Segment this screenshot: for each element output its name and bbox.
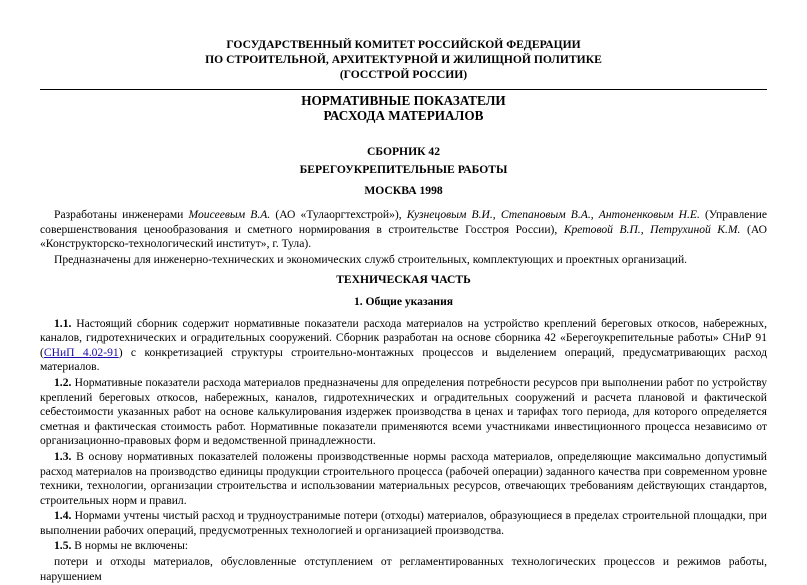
city-year: МОСКВА 1998 (364, 184, 443, 197)
issuer-line-2: ПО СТРОИТЕЛЬНОЙ, АРХИТЕКТУРНОЙ И ЖИЛИЩНОЙ ПОЛИТИКЕ (205, 53, 602, 66)
clause-number: 1.5. (54, 539, 72, 553)
title-line-1: НОРМАТИВНЫЕ ПОКАЗАТЕЛИ (301, 93, 506, 108)
clause-1-5: 1.5. В нормы не включены: (54, 539, 189, 553)
clause-1-1: 1.1. Настоящий сборник содержит нормативные показатели расхода материалов на устройство креплений береговых откосов, набережных, каналов, гидротехнических и оградительных сооружений. Сборник разработан на основе сборника 42 «Берегоукрепительные работы» СНиР 91 (СНиП 4.02-91) с конкретизацией структуры строительно-монтажных процессов и выделением операций, предусматривающих расход материалов. (40, 316, 768, 374)
issuer-line-3: (ГОССТРОЙ РОССИИ) (339, 68, 468, 81)
collection-number: СБОРНИК 42 (367, 145, 440, 158)
subsection-title: 1. Общие указания (353, 294, 454, 308)
document-body (40, 208, 767, 585)
clause-1-2: 1.2. Нормативные показатели расхода материалов предназначены для определения потребности ресурсов при выполнении работ по устройству креплений береговых откосов, набережных, каналов, гидротехнических и оградительных сооружений и расчета плановой и фактической себестоимости указанных работ на основе калькулирования издержек производства в ценах и тарифах того периода, для которого определяется сметная и фактическая стоимость работ. Нормативные показатели применяются всеми участниками инвестиционного процесса независимо от организационно-правовых форм и ведомственной принадлежности. (40, 375, 767, 448)
issuer-line-1: ГОСУДАРСТВЕННЫЙ КОМИТЕТ РОССИЙСКОЙ ФЕДЕРАЦИИ (226, 38, 581, 51)
developer-name: Моисеевым В.А. (188, 208, 271, 221)
section-title: ТЕХНИЧЕСКАЯ ЧАСТЬ (336, 273, 471, 287)
clause-number: 1.2. (54, 375, 72, 389)
header-divider (40, 89, 767, 90)
developer-name: Кретовой В.П., Петрухиной К.М. (563, 222, 741, 236)
clause-number: 1.3. (54, 449, 72, 463)
issuer-header (0, 37, 807, 82)
document-title (0, 93, 807, 123)
intended-for-paragraph: Предназначены для инженерно-технических и экономических служб строительных, комплектующих и проектных организаций. (54, 252, 688, 266)
clause-1-4: 1.4. Нормами учтены чистый расход и трудноустранимые потери (отходы) материалов, образующиеся в пределах строительной площадки, при выполнении рабочих операций, предусмотренных технологией и организацией производства. (40, 509, 767, 537)
title-line-2: РАСХОДА МАТЕРИАЛОВ (323, 108, 484, 123)
clause-number: 1.4. (54, 509, 72, 523)
clause-1-3: 1.3. В основу нормативных показателей положены производственные нормы расхода материалов, определяющие максимально допустимый расход материалов на производство единицы продукции строительного процесса (рабочей операции) заданного качества при современном уровне техники, технологии, организации строительства и использовании материальных ресурсов, отвечающих требованиям действующих стандартов, строительных норм и правил. (40, 449, 767, 507)
clause-number: 1.1. (54, 316, 72, 330)
snip-link[interactable]: СНиП 4.02-91 (43, 345, 119, 359)
collection-subject: БЕРЕГОУКРЕПИТЕЛЬНЫЕ РАБОТЫ (299, 163, 508, 176)
developer-name: Кузнецовым В.И., Степановым В.А., Антоненковым Н.Е. (406, 208, 700, 221)
exclusion-item: потери и отходы материалов, обусловленные отступлением от регламентированных технологических процессов и режимов работы, нарушением (40, 555, 767, 583)
developed-by-paragraph: Разработаны инженерами Моисеевым В.А. (АО «Тулаоргтехстрой»), Кузнецовым В.И., Степановым В.А., Антоненковым Н.Е. (Управление совершенствования ценообразования и сметного нормирования в строительстве Госстроя России), Кретовой В.П., Петрухиной К.М. (АО «Конструкторско-технологический институт», г. Тула). (40, 208, 768, 251)
